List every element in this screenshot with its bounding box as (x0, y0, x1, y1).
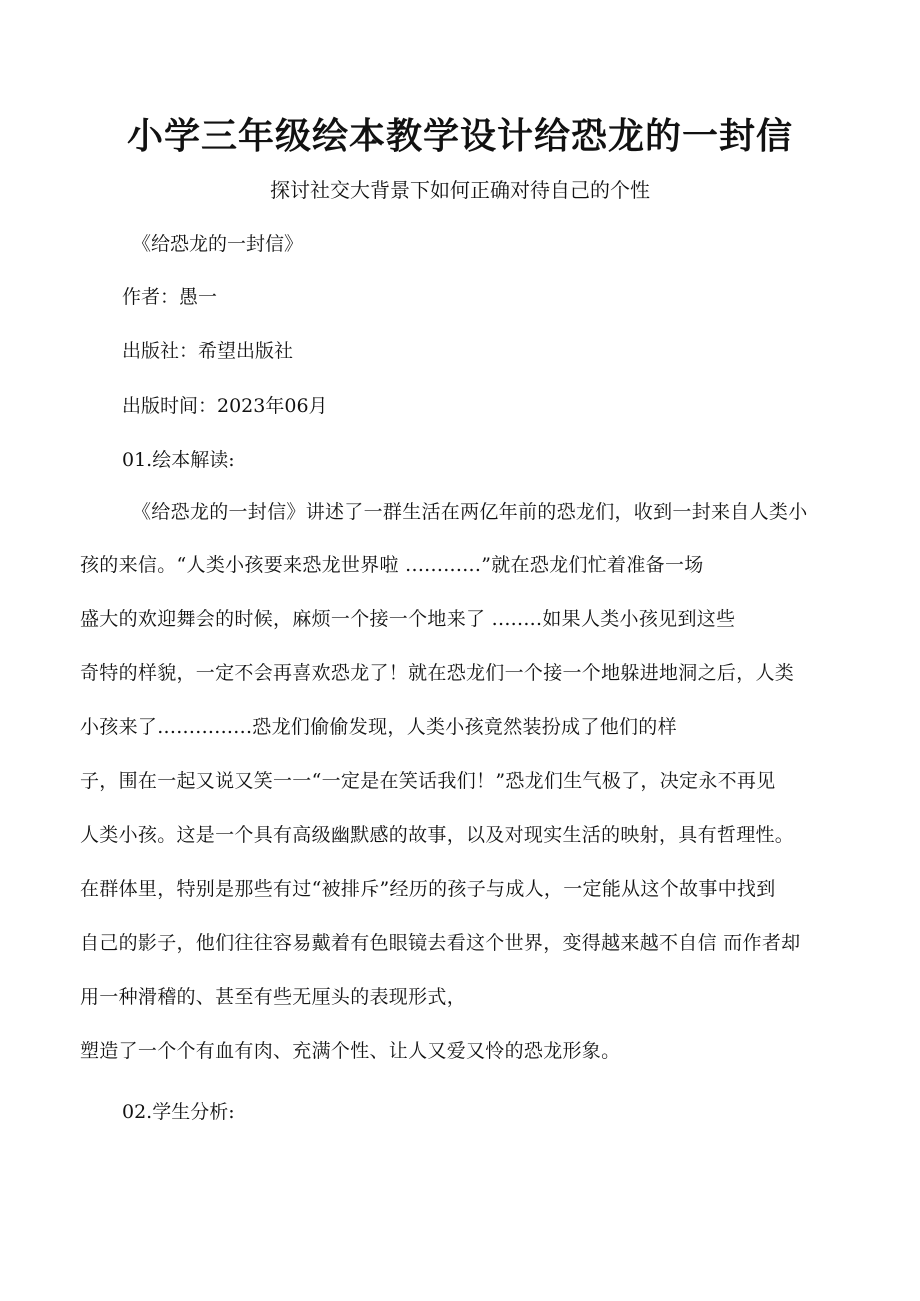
section-heading-reading: 01.绘本解读: (122, 449, 235, 471)
document-subtitle: 探讨社交大背景下如何正确对待自己的个性 (270, 178, 650, 202)
paragraph-line: 小孩来了...............恐龙们偷偷发现，人类小孩竟然装扮成了他们的样 (80, 716, 677, 738)
paragraph-line: 用一种滑稽的、甚至有些无厘头的表现形式， (80, 986, 467, 1008)
document-title: 小学三年级绘本教学设计给恐龙的一封信 (126, 115, 793, 157)
paragraph-line: 奇特的样貌，一定不会再喜欢恐龙了！就在恐龙们一个接一个地躲进地洞之后，人类 (80, 662, 795, 684)
author-line: 作者：愚一 (122, 286, 218, 308)
paragraph-line: 在群体里，特别是那些有过“被排斥”经历的孩子与成人，一定能从这个故事中找到 (80, 878, 776, 900)
paragraph-line: 塑造了一个个有血有肉、充满个性、让人又爱又怜的恐龙形象。 (80, 1040, 621, 1062)
publish-date-line: 出版时间：2023年06月 (122, 395, 328, 417)
paragraph-line: 盛大的欢迎舞会的时候，麻烦一个接一个地来了 ........如果人类小孩见到这些 (80, 608, 736, 630)
paragraph-line: 孩的来信。“人类小孩要来恐龙世界啦 ............”就在恐龙们忙着准备一场 (80, 554, 704, 576)
paragraph-line: 自己的影子，他们往往容易戴着有色眼镜去看这个世界，变得越来越不自信 而作者却 (80, 932, 801, 954)
paragraph-line: 子，围在一起又说又笑一一“一定是在笑话我们！”恐龙们生气极了，决定永不再见 (80, 770, 776, 792)
publisher-line: 出版社：希望出版社 (122, 340, 294, 362)
paragraph-line: 《给恐龙的一封信》讲述了一群生活在两亿年前的恐龙们，收到一封来自人类小 (132, 501, 808, 523)
book-title: 《给恐龙的一封信》 (132, 233, 304, 255)
section-heading-students: 02.学生分析: (122, 1101, 235, 1123)
paragraph-line: 人类小孩。这是一个具有高级幽默感的故事，以及对现实生活的映射，具有哲理性。 (80, 824, 795, 846)
